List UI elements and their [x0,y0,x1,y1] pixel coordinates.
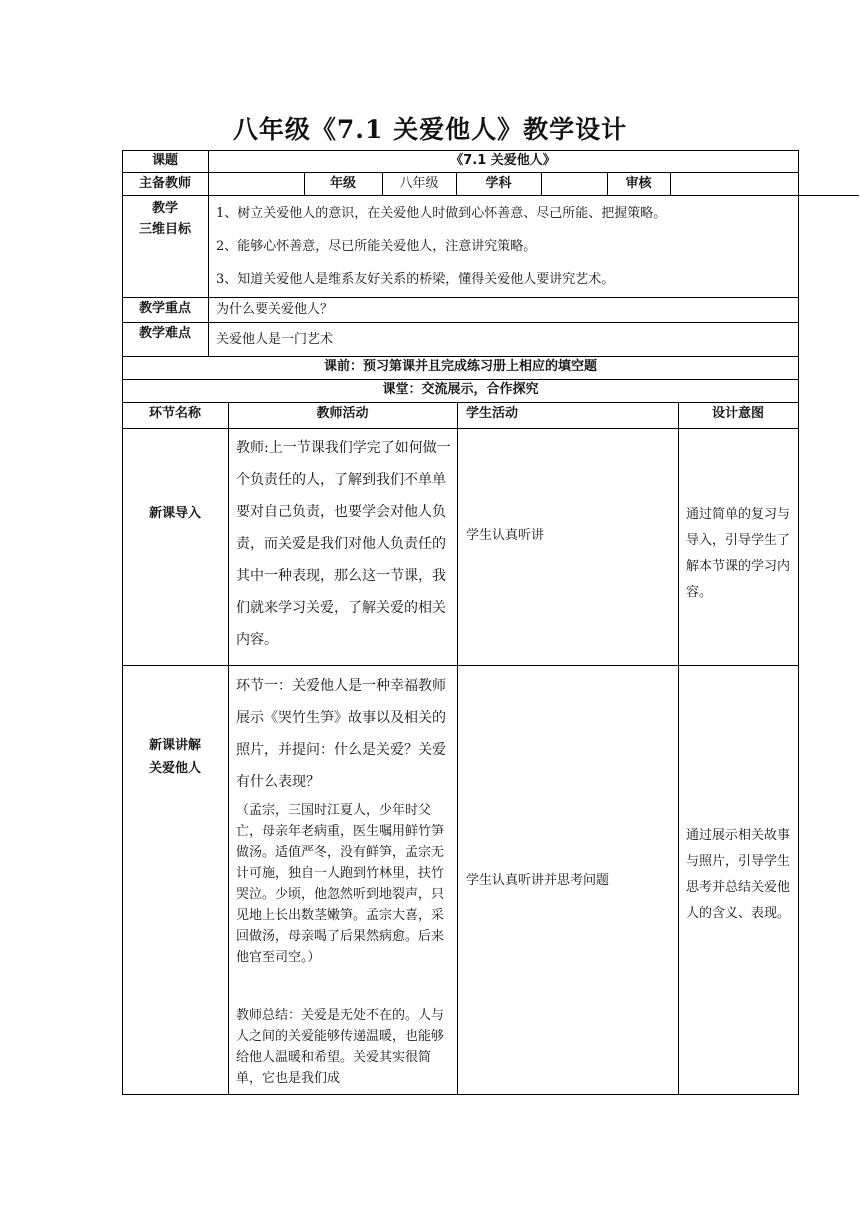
stage-lecture-line2: 关爱他人 [148,761,201,776]
teacher-activity-lecture-intro: 环节一：关爱他人是一种幸福教师展示《哭竹生笋》故事以及相关的照片，并提问：什么是关爱？关爱有什么表现？ [236,678,446,790]
subject-label: 学科 [485,176,512,191]
column-header-student: 学生活动 [466,406,519,421]
column-header-intent: 设计意图 [711,406,764,421]
stage-intro: 新课导入 [148,506,201,521]
teacher-activity-intro: 教师:上一节课我们学完了如何做一个负责任的人，了解到我们不单单要对自己负责，也要学会对他人负责，而关爱是我们对他人负责任的其中一种表现，那么这一节课，我们就来学习关爱，了解关爱的相关内容。 [236,440,451,648]
focus-value: 为什么要关爱他人？ [216,302,334,317]
teacher-activity-summary: 教师总结：关爱是无处不在的。人与人之间的关爱能够传递温暖，也能够给他人温暖和希望。关爱其实很简单，它也是我们成 [236,1008,445,1086]
goal-item-2: 2、能够心怀善意，尽已所能关爱他人，注意讲究策略。 [216,239,537,254]
difficulty-value: 关爱他人是一门艺术 [216,332,334,347]
column-header-stage: 环节名称 [148,406,201,421]
goal-item-3: 3、知道关爱他人是维系友好关系的桥梁，懂得关爱他人要讲究艺术。 [216,272,615,287]
grade-label: 年级 [329,176,356,191]
student-activity-lecture: 学生认真听讲并思考问题 [466,873,610,888]
teacher-label: 主备教师 [138,176,191,191]
goals-label-line1: 教学 [151,201,178,216]
student-activity-intro: 学生认真听讲 [466,528,545,543]
topic-label: 课题 [151,153,178,168]
review-label: 审核 [625,176,652,191]
goals-label-line2: 三维目标 [138,222,191,237]
teacher-activity-story: （孟宗，三国时江夏人，少年时父亡，母亲年老病重，医生嘱用鲜竹笋做汤。适值严冬，没有鲜笋，孟宗无计可施，独自一人跑到竹林里，扶竹哭泣。少顷，他忽然听到地裂声，只见地上长出数茎嫩笋。孟宗大喜，采回做汤，母亲喝了后果然病愈。后来他官至司空。） [236,803,445,965]
goal-item-1: 1、树立关爱他人的意识，在关爱他人时做到心怀善意、尽己所能、把握策略。 [216,206,667,221]
column-header-teacher: 教师活动 [316,406,369,421]
difficulty-label: 教学难点 [138,326,191,341]
design-intent-lecture: 通过展示相关故事与照片，引导学生思考并总结关爱他人的含义、表现。 [686,828,791,921]
grade-value: 八年级 [399,176,439,191]
focus-label: 教学重点 [138,301,191,316]
document-title: 八年级《7.1 关爱他人》教学设计 [232,115,628,144]
design-intent-intro: 通过简单的复习与导入，引导学生了解本节课的学习内容。 [686,507,791,600]
before-class-section: 课前：预习第课并且完成练习册上相应的填空题 [323,359,597,374]
topic-value: 《7.1 关爱他人》 [450,153,556,168]
in-class-section: 课堂：交流展示，合作探究 [382,382,539,397]
stage-lecture-line1: 新课讲解 [148,738,201,753]
